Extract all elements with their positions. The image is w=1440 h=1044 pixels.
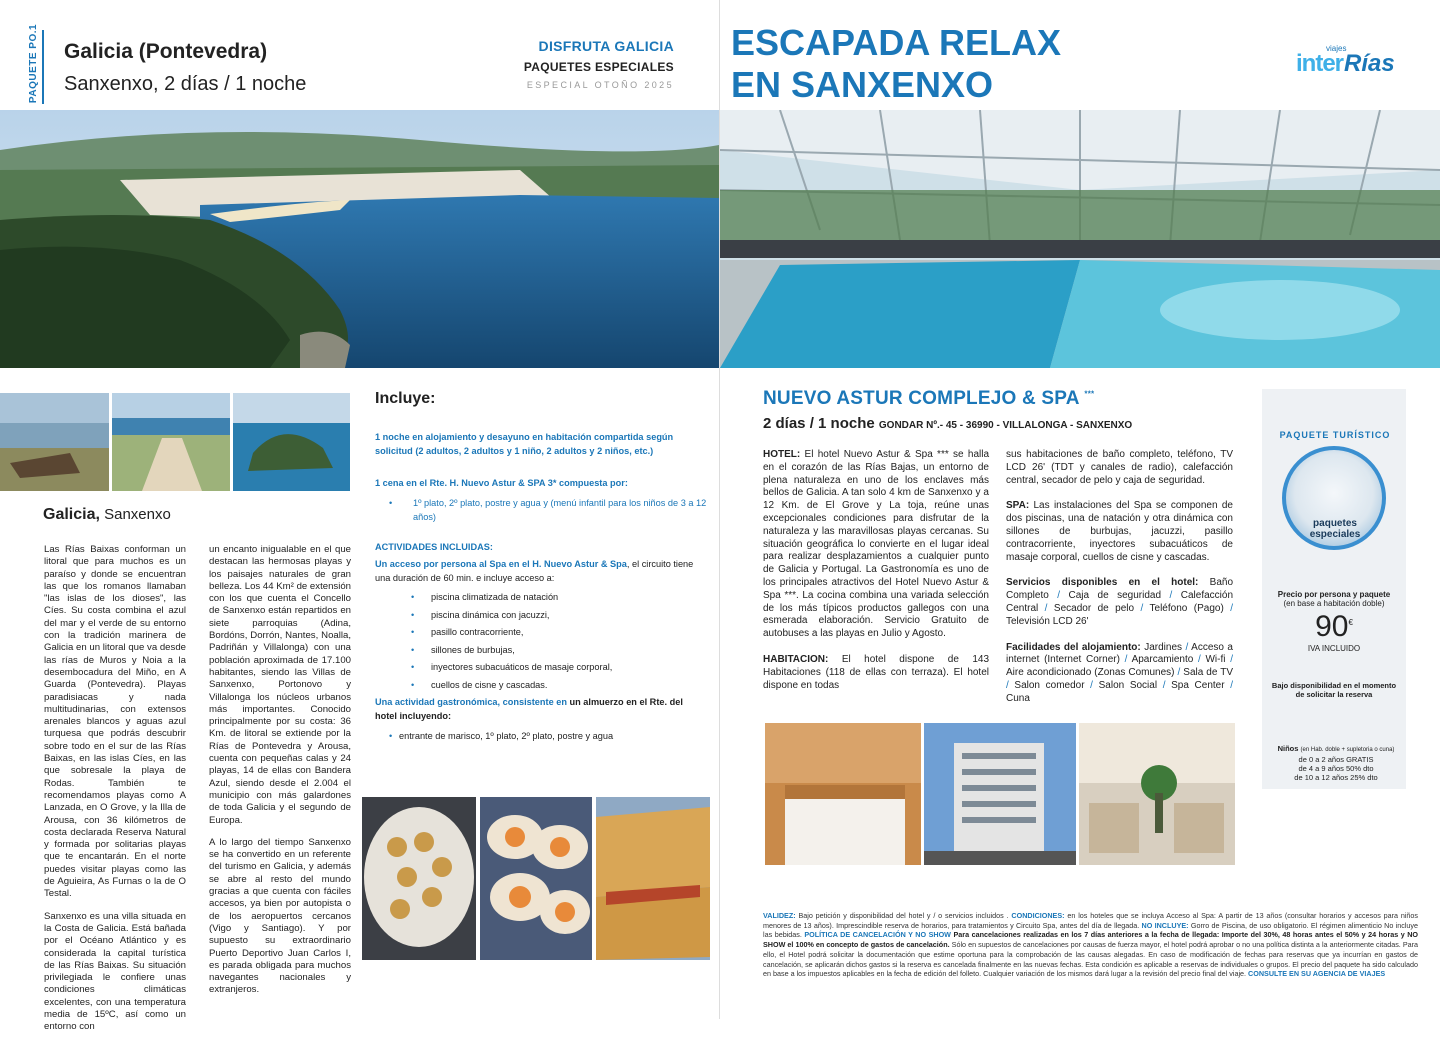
services-paragraph: Servicios disponibles en el hotel: Baño Completo / Caja de seguridad / Calefacción Central / Secador de pelo / Teléfono (Pago) / Televisión LCD 26' xyxy=(1006,577,1234,627)
package-code: PAQUETE PO.1 xyxy=(28,23,40,104)
spa-item: • sillones de burbujas, xyxy=(411,644,515,655)
spa-item: • pasillo contracorriente, xyxy=(411,627,524,638)
photo-hotel-lounge xyxy=(1079,723,1235,865)
kids-discount: Niños (en Hab. doble + supletoria o cuna) de 0 a 2 años GRATIS de 4 a 9 años 50% dto de 10 a 12 años 25% dto xyxy=(1277,744,1395,782)
photo-beach-path xyxy=(112,393,230,491)
availability-note: Bajo disponibilidad en el momento de solicitar la reserva xyxy=(1271,681,1397,699)
logo-part-2: Rías xyxy=(1344,50,1395,77)
hotel-column-2 xyxy=(1006,449,1233,719)
spa-items-list xyxy=(375,589,707,695)
price-label: Precio por persona y paquete xyxy=(1277,590,1391,599)
room-paragraph-cont: sus habitaciones de baño completo, teléfono, TV LCD 26' (TDT y canales de radio), calefacción central, secador de pelo y caja de seguridad. xyxy=(1006,449,1233,486)
activities-heading: ACTIVIDADES INCLUIDAS: xyxy=(375,542,493,552)
photo-empanada xyxy=(596,797,710,960)
galicia-paragraph: A lo largo del tiempo Sanxenxo se ha convertido en un referente del turismo en Galicia, y además se abre al resto del mundo gracias a que cuenta con fáciles accesos, ya bien por autopista o de los aeropuertos cercanos (Vigo y Santiago). Y por supuesto su extraordinario Puerto Deportivo Juan Carlos I, es parada obligada para muchos navegantes nacionales y extranjeros. xyxy=(209,836,351,996)
galicia-paragraph: Las Rías Baixas conforman un litoral que para muchos es un paraíso y donde se encuentran las que los romanos llamaban "las islas de los dioses", las Cíes. Su costa combina el azul del mar y el verde de su entorno con la tradición marinera de Galicia en un litoral que va desde las rías de Muros y Noia a la desembocadura del Miño, en A Guarda (Pontevedra). Playas paradisiacas y nada multitudinarias, con extensos arenales blancos y aguas azul turquesa que podrás descubrir sobre todo en el sur de las Rías Baixas, en las islas Cíes, en las que sobresale la playa de Rodas. También te recomendamos playas como A Lanzada, en O Grove, y la Illa de Arousa, con 36 kilómetros de costa declarada Reserva Natural y formada por solitarias playas que te encantarán. En el norte puedes visitar playas como las de Aguieira, As Furnas o la de O Testal. xyxy=(44,544,186,900)
photo-shipwreck xyxy=(0,393,109,491)
photo-scallops xyxy=(480,797,592,960)
hotel-duration: 2 días / 1 noche GONDAR Nº.- 45 - 36990 - VILLALONGA - SANXENXO xyxy=(763,415,1133,432)
badge-arc-text: PAQUETE TURÍSTICO xyxy=(1279,430,1391,440)
photo-hotel-building xyxy=(924,723,1076,865)
spa-item: • piscina climatizada de natación xyxy=(411,592,559,602)
main-title-line-2: EN SANXENXO xyxy=(731,64,994,105)
incluye-item-dinner: 1 cena en el Rte. H. Nuevo Astur & SPA 3* compuesta por: xyxy=(375,478,628,488)
price-box xyxy=(1268,590,1400,653)
spa-activity: Un acceso por persona al Spa en el H. Nuevo Astur & Spa, el circuito tiene una duración de 60 min. e incluye acceso a: xyxy=(375,559,694,583)
list-item: • entrante de marisco, 1º plato, 2º plato, postre y agua xyxy=(375,729,707,743)
galicia-heading xyxy=(43,506,171,524)
page-title: Galicia (Pontevedra) xyxy=(64,40,268,63)
spa-item: • cuellos de cisne y cascadas. xyxy=(411,679,548,690)
spa-paragraph: SPA: Las instalaciones del Spa se componen de dos piscinas, una de natación y otra dinámica con sillones de burbujas, jacuzzi, pasillo contracorriente, inyectores subacuáticos de masaje corporal, cuellos de cisne y cascadas. xyxy=(1006,500,1233,563)
spa-item: • piscina dinámica con jacuzzi, xyxy=(411,609,550,620)
main-title xyxy=(731,22,1061,106)
hotel-name: NUEVO ASTUR COMPLEJO & SPA *** xyxy=(763,388,1095,409)
services-list: Baño Completo / Caja de seguridad / Calefacción Central / Secador de pelo / Teléfono (Pago) / Televisión LCD 26' xyxy=(1006,577,1234,627)
gastro-activity: Una actividad gastronómica, consistente en un almuerzo en el Rte. del hotel incluyendo: xyxy=(375,696,683,721)
hotel-stars: *** xyxy=(1084,389,1095,399)
galicia-paragraph: un encanto inigualable en el que destacan las hermosas playas y los paisajes naturales de gran belleza. Los 44 Km² de extensión con los que cuenta el Concello de Sanxenxo están repartidos en siete parroquias (Adina, Bordóns, Dorrón, Nantes, Noalla, Padriñán y Villalonga) con una población aproximada de 17.100 habitantes, siendo las Villas de Sanxenxo, Portonovo y Villalonga los núcleos urbanos más importantes. Conocido principalmente por su costa: 36 Km. de litoral se extiende por la Rías de Pontevedra y Arousa, cuenta con pequeñas calas y 24 playas, 14 de ellas con Bandera Azul, siendo desde el 2.004 el municipio con más galardones de toda Galicia y el segundo de Europa. xyxy=(209,544,351,826)
logo-part-1: inter xyxy=(1296,50,1344,77)
brand-line-3: ESPECIAL OTOÑO 2025 xyxy=(526,80,674,90)
hotel-column-1 xyxy=(763,449,989,705)
galicia-heading-bold: Galicia, xyxy=(43,506,100,523)
facilities-list: Jardines / Acceso a internet (Internet Corner) / Aparcamiento / Wi-fi / Aire acondicionado (Zonas Comunes) / Sala de TV / Salon comedor / Salon Social / Spa Center / Cuna xyxy=(1006,641,1233,704)
package-badge xyxy=(1280,430,1390,578)
photo-islands xyxy=(233,393,350,491)
price-basis: (en base a habitación doble) xyxy=(1283,599,1385,608)
incluye-heading: Incluye: xyxy=(375,390,436,407)
incluye-item-lodging: 1 noche en alojamiento y desayuno en habitación compartida según solicitud (2 adultos, 2 adultos y 1 niño, 2 adultos y 2 niños, etc.) xyxy=(375,432,674,456)
galicia-column-2 xyxy=(209,544,351,1007)
photo-hotel-room xyxy=(765,723,921,865)
galicia-column-1 xyxy=(44,544,186,1044)
photo-clams xyxy=(362,797,476,960)
interrias-logo xyxy=(1296,44,1395,80)
spa-item: • inyectores subacuáticos de masaje corporal, xyxy=(411,662,613,673)
package-tab xyxy=(22,23,44,104)
page-subtitle: Sanxenxo, 2 días / 1 noche xyxy=(64,73,307,95)
main-title-line-1: ESCAPADA RELAX xyxy=(731,22,1062,63)
incluye-list xyxy=(375,430,707,743)
list-item: • 1º plato, 2º plato, postre y agua y (menú infantil para los niños de 3 a 12 años) xyxy=(375,496,707,524)
galicia-paragraph: Sanxenxo es una villa situada en la Costa de Galicia. Está bañada por el Océano Atlántico y es considerada la capital turística de las Rías Baixas. Su situación privilegiada le confiere unas condiciones climáticas excelentes, con una temperatura media de 15ºC, así como un entorno con xyxy=(44,910,186,1033)
hotel-paragraph: HOTEL: El hotel Nuevo Astur & Spa *** se halla en el corazón de las Rías Bajas, un entorno de plena naturaleza en uno de los enclaves más bellos de Galicia. A tan solo 4 km de Sanxenxo y a 12 Km. de El Grove y La toja, reúne unas excepcionales condiciones para disfrutar de la naturaleza y las maravillosas playas cercanas. Su situación geográfica lo convierte en el lugar ideal para realizar desplazamientos a cualquier punto de Galicia y Portugal. La Gastronomía es uno de los principales atractivos del Hotel Nuevo Astur & Spa ***. La cocina combina una variada selección de los más típicos productos gallegos con una esmerada elaboración. Servicio Gratuito de autobuses a las playas en Julio y Agosto. xyxy=(763,449,990,640)
price-value: 90€ xyxy=(1315,610,1353,643)
hero-photo-coast xyxy=(0,110,719,368)
brand-line-1: DISFRUTA GALICIA xyxy=(538,38,674,54)
brand-line-2: PAQUETES ESPECIALES xyxy=(523,60,674,74)
hero-photo-pool xyxy=(720,110,1440,368)
legal-conditions: VALIDEZ: Bajo petición y disponibilidad del hotel y / o servicios incluidos . CONDICIONES: en los hoteles que se incluya Acceso al Spa: A partir de 13 años (consultar horarios y accesos para niños menores de 13 años). Imprescindible reserva de horarios, para tratamientos y Circuito Spa, antes del día de llegada. NO INCLUYE: Gorro de Piscina, de uso obligatorio. El régimen alimenticio No incluye las bebidas. POLÍTICA DE CANCELACIÓN Y NO SHOW Para cancelaciones realizadas en los 7 días anteriores a la fecha de llegada: Importe del 30%, 48 horas antes el 50% y 24 horas y NO SHOW el 100% en concepto de gastos de cancelación. Sólo en supuestos de cancelaciones por causas de fuerza mayor, el hotel podrá aprobar o no una política distinta a la anteriormente citadas. Para ello, el Hotel podrá solicitar la documentación que estime oportuna para la comprobación de las causas alegadas. En caso de modificación de fechas para reservas que ya incurrían en gastos de cancelación, se aplicarán dichos gastos si la reserva es cancelada finalmente en las nuevas fechas. Esta condición es aplicable a reservas de individuales o grupos. El precio del paquete ha sido calculado en base a los impuestos aplicables en la fecha de edición del folleto. Cualquier variación de los mismos dará lugar a la revisión del precio final del viaje. CONSULTE EN SU AGENCIA DE VIAJES xyxy=(763,911,1419,979)
room-paragraph: HABITACION: El hotel dispone de 143 Habitaciones (118 de ellas con terraza). El hotel dispone en todas xyxy=(763,653,990,691)
hotel-address: GONDAR Nº.- 45 - 36990 - VILLALONGA - SANXENXO xyxy=(878,420,1133,431)
badge-label: paquetes especiales xyxy=(1309,518,1361,540)
facilities-paragraph: Facilidades del alojamiento: Jardines / Acceso a internet (Internet Corner) / Aparcamiento / Wi-fi / Aire acondicionado (Zonas Comunes) / Sala de TV / Salon comedor / Salon Social / Spa Center / Cuna xyxy=(1006,641,1233,704)
logo-small-text: viajes xyxy=(1326,44,1347,53)
galicia-heading-rest: Sanxenxo xyxy=(104,506,171,523)
price-iva: IVA INCLUIDO xyxy=(1307,644,1361,653)
